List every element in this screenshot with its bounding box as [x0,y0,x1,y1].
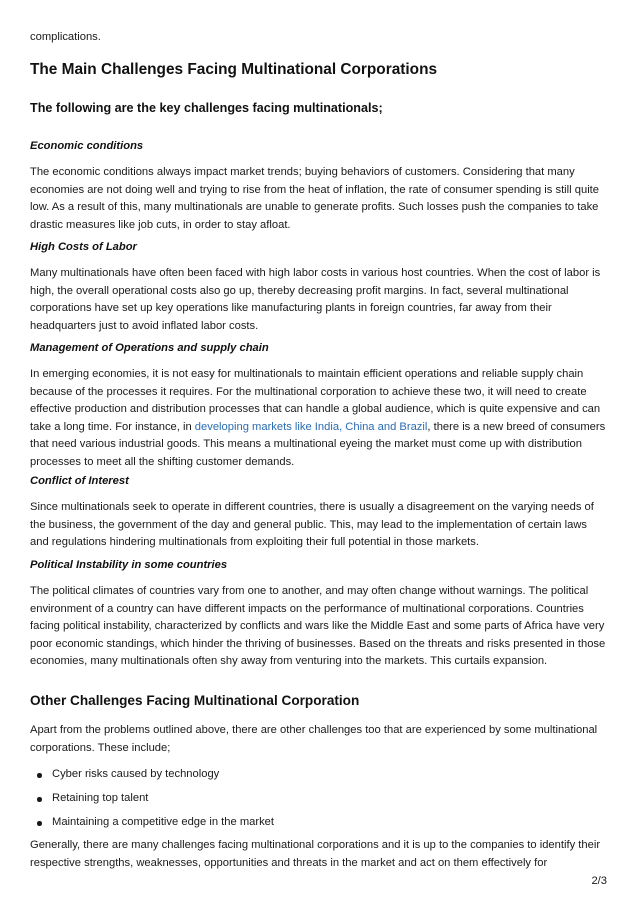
section-body-labor: Many multinationals have often been faced with high labor costs in various host countries. When the cost of labor is high, the overall operational costs also go up, thereby decreasing profit margins. In fact, several multinational corporations have set up key operations like manufacturing plants in foreign countries, far away from their headquarters just to avoid inflated labor costs. [30,267,601,332]
developing-markets-link[interactable]: developing markets like India, China and Brazil [194,420,428,433]
closing-paragraph: Generally, there are many challenges facing multinational corporations and it is up to the companies to identify their respective strengths, weaknesses, opportunities and threats in the market and act on them effectively for [30,839,601,869]
section-heading-operations: Management of Operations and supply chain [30,342,269,354]
challenges-list [30,766,608,838]
other-challenges-intro: Apart from the problems outlined above, there are other challenges too that are experienced by some multinational corporations. These include; [30,724,598,754]
section-heading-political: Political Instability in some countries [30,559,228,571]
section-heading-labor: High Costs of Labor [30,241,137,253]
page-subtitle: The following are the key challenges facing multinationals; [30,101,383,115]
page-title: The Main Challenges Facing Multinational Corporations [30,61,438,78]
list-item: Retaining top talent [30,790,608,814]
section-body-operations [30,366,608,472]
section-heading-economic: Economic conditions [30,140,144,152]
other-challenges-heading: Other Challenges Facing Multinational Corporation [30,693,360,708]
page-number: 2/3 [591,875,607,887]
section-heading-conflict: Conflict of Interest [30,475,129,487]
lead-text: complications. [30,31,101,43]
list-item: Maintaining a competitive edge in the market [30,814,608,838]
section-body-conflict: Since multinationals seek to operate in different countries, there is usually a disagreement on the varying needs of the business, the government of the day and general public. This, may lead to the implementation of certain laws and regulations hindering multinationals from exploiting their full potential in those markets. [30,501,594,549]
section-body-economic: The economic conditions always impact market trends; buying behaviors of customers. Considering that many economies are not doing well and trying to rise from the heat of inflation, the rate of consumer spending is still quite low. As a result of this, many multinationals are unable to generate profits. Such losses push the companies to take drastic measures like job cuts, in order to stay afloat. [30,166,600,231]
operations-text-before: In emerging economies, it is not easy for multinationals to maintain efficient operations and reliable supply chain because of the processes it requires. For the multinational corporation to achieve these two, it will need to create effective production and distribution processes that can handle a global audience, which is quite expensive and can take a long time. For instance, in [30,368,601,433]
list-item: Cyber risks caused by technology [30,766,608,790]
section-body-political: The political climates of countries vary from one to another, and may often change without warnings. The political environment of a country can have different impacts on the performance of multinational corporations. Countries facing political instability, characterized by conflicts and wars like the Middle East and some parts of Africa have very poor economic standings, which hinder the thriving of businesses. Based on the threats and risks presented in those economies, many multinationals often shy away from venturing into the markets. This curtails expansion. [30,585,606,668]
operations-text-after: , there is a new breed of consumers that need various industrial goods. This means a multinational eyeing the market must come up with distribution processes to meet all the shifting customer demands. [30,420,606,468]
